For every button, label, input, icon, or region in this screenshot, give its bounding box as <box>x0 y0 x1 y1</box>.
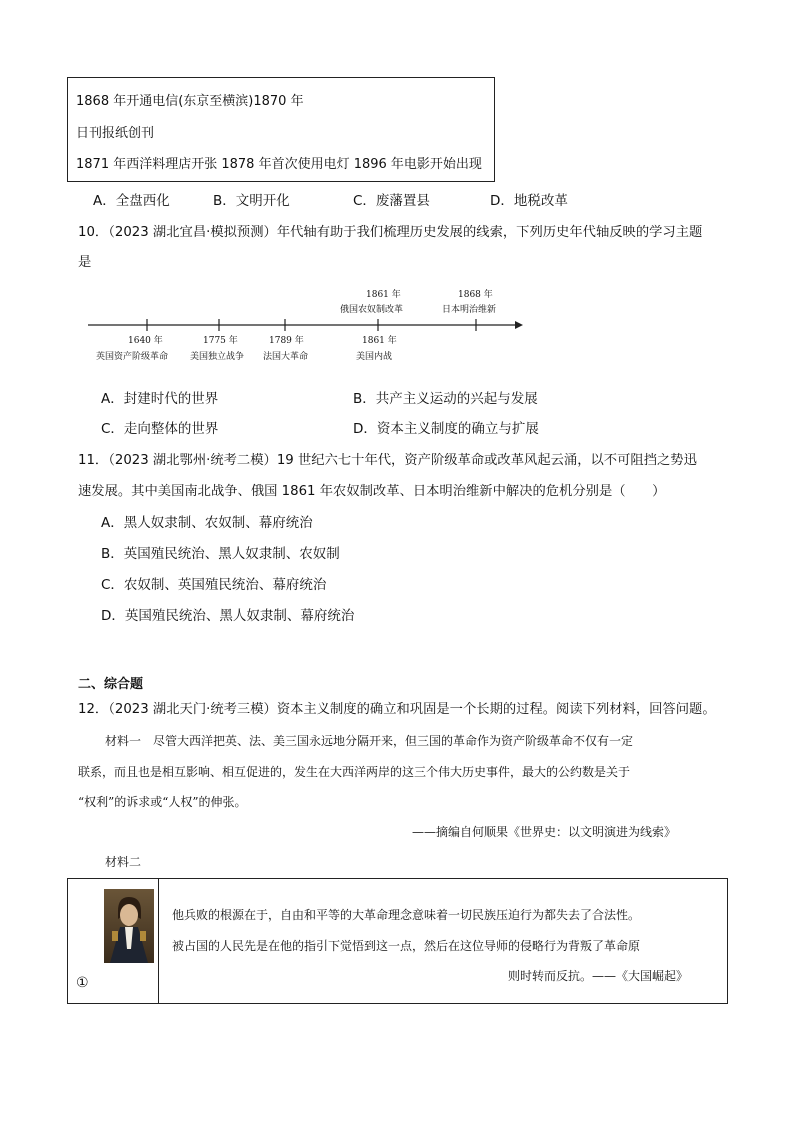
q11-option-a[interactable]: A．黑人奴隶制、农奴制、幕府统治 <box>101 515 313 531</box>
timeline-below-year-1: 1640 年 <box>128 336 163 346</box>
material1-line3: “权利”的诉求或“人权”的伸张。 <box>78 795 247 809</box>
timeline-below-year-4: 1861 年 <box>362 336 397 346</box>
q10-option-b[interactable]: B．共产主义运动的兴起与发展 <box>353 391 538 407</box>
section-heading: 二、综合题 <box>78 677 144 692</box>
timeline-above-event-1: 俄国农奴制改革 <box>340 305 404 315</box>
q9-option-a[interactable]: A．全盘西化 <box>93 193 170 209</box>
timeline-below-event-2: 美国独立战争 <box>190 352 245 362</box>
material2-table <box>67 878 728 1004</box>
material2-title: 材料二 <box>105 855 142 869</box>
q10-option-a[interactable]: A．封建时代的世界 <box>101 391 219 407</box>
timeline-arrow <box>515 321 523 329</box>
q11-stem-line2: 速发展。其中美国南北战争、俄国 1861 年农奴制改革、日本明治维新中解决的危机分别是（ ） <box>78 484 666 499</box>
box-line-1: 1868 年开通电信(东京至横滨)1870 年 <box>76 94 304 109</box>
q11-option-b[interactable]: B．英国殖民统治、黑人奴隶制、农奴制 <box>101 546 340 562</box>
q10-option-c[interactable]: C．走向整体的世界 <box>101 421 219 437</box>
q12-stem: 12．（2023 湖北天门·统考三模）资本主义制度的确立和巩固是一个长期的过程。阅读下列材料，回答问题。 <box>78 702 716 717</box>
timeline-above-year-2: 1868 年 <box>458 290 493 300</box>
row-number-marker: ① <box>76 975 89 991</box>
box-line-3: 1871 年西洋料理店开张 1878 年首次使用电灯 1896 年电影开始出现 <box>76 157 482 172</box>
timeline-above-year-1: 1861 年 <box>366 290 401 300</box>
q10-stem-line2: 是 <box>78 255 92 270</box>
material1-source: ——摘编自何顺果《世界史：以文明演进为线索》 <box>412 825 677 839</box>
q11-option-d[interactable]: D．英国殖民统治、黑人奴隶制、幕府统治 <box>101 608 355 624</box>
material1-line2: 联系，而且也是相互影响、相互促进的，发生在大西洋两岸的这三个伟大历史事件，最大的公约数是关于 <box>78 765 631 779</box>
timeline-below-event-1: 英国资产阶级革命 <box>96 352 169 362</box>
timeline-below-year-2: 1775 年 <box>203 336 238 346</box>
timeline-below-event-3: 法国大革命 <box>263 352 309 362</box>
material2-line2: 被占国的人民先是在他的指引下觉悟到这一点，然后在这位导师的侵略行为背叛了革命原 <box>172 939 641 953</box>
q10-stem-line1: 10．（2023 湖北宜昌·模拟预测）年代轴有助于我们梳理历史发展的线索，下列历史年代轴反映的学习主题 <box>78 225 703 240</box>
timeline-below-event-4: 美国内战 <box>356 352 393 362</box>
material-box <box>67 77 495 182</box>
napoleon-portrait <box>104 889 154 963</box>
q11-stem-line1: 11．（2023 湖北鄂州·统考二模）19 世纪六七十年代，资产阶级革命或改革风起云涌，以不可阻挡之势迅 <box>78 453 697 468</box>
q10-option-d[interactable]: D．资本主义制度的确立与扩展 <box>353 421 539 437</box>
material1-line1: 材料一 尽管大西洋把英、法、美三国永远地分隔开来，但三国的革命作为资产阶级革命不仅有一定 <box>105 734 634 748</box>
q9-option-b[interactable]: B．文明开化 <box>213 193 290 209</box>
q9-option-d[interactable]: D．地税改革 <box>490 193 568 209</box>
timeline-below-year-3: 1789 年 <box>269 336 304 346</box>
material2-line3: 则时转而反抗。——《大国崛起》 <box>508 969 689 983</box>
q9-option-c[interactable]: C．废藩置县 <box>353 193 430 209</box>
q11-option-c[interactable]: C．农奴制、英国殖民统治、幕府统治 <box>101 577 327 593</box>
box-line-2: 日刊报纸创刊 <box>76 126 155 141</box>
material2-line1: 他兵败的根源在于，自由和平等的大革命理念意味着一切民族压迫行为都失去了合法性。 <box>172 908 641 922</box>
table-divider <box>158 879 159 1003</box>
timeline-above-event-2: 日本明治维新 <box>442 305 497 315</box>
